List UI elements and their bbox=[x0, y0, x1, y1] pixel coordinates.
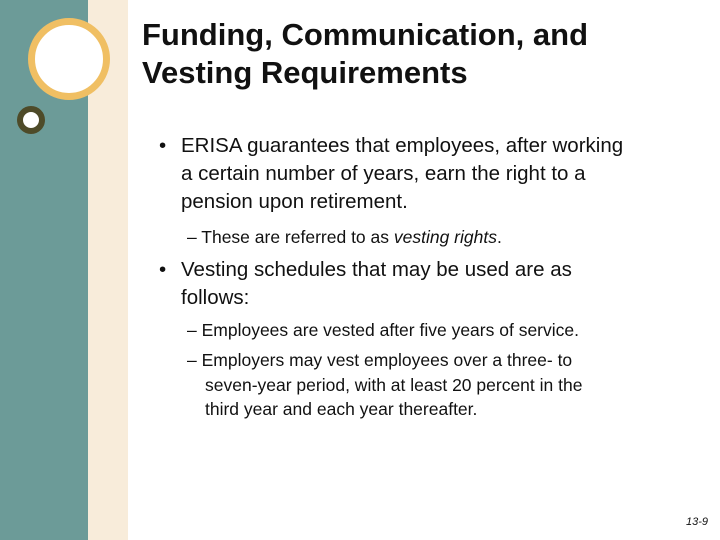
sub-bullet-period: . bbox=[496, 227, 502, 247]
sub-bullet-three-to-seven bbox=[187, 348, 582, 422]
bullet-marker: • bbox=[159, 134, 167, 157]
vesting-rights-term: vesting rights bbox=[393, 227, 497, 247]
page-number: 13-9 bbox=[685, 516, 708, 528]
sub-bullet-three-to-seven-line-2: seven-year period, with at least 20 percent in the bbox=[205, 374, 583, 395]
sub-bullet-five-years bbox=[187, 318, 579, 343]
slide-title bbox=[142, 16, 702, 92]
bullet-vesting-schedules bbox=[159, 256, 572, 312]
bullet-erisa-line-2: a certain number of years, earn the right to a bbox=[181, 162, 586, 185]
large-ring-decoration-icon bbox=[28, 18, 110, 100]
sub-bullet-text: These are referred to as bbox=[196, 227, 394, 247]
bullet-marker: • bbox=[159, 258, 167, 281]
small-ring-decoration-icon bbox=[17, 106, 45, 134]
sub-bullet-three-to-seven-line-1: – Employers may vest employees over a three- to bbox=[187, 350, 573, 370]
bullet-erisa-line-3: pension upon retirement. bbox=[181, 190, 408, 213]
sub-bullet-five-years-line-1: – Employees are vested after five years of service. bbox=[187, 320, 579, 340]
slide-title-line-1: Funding, Communication, and bbox=[142, 17, 589, 52]
bullet-erisa-line-1: ERISA guarantees that employees, after working bbox=[181, 134, 624, 157]
bullet-vesting-line-2: follows: bbox=[181, 286, 250, 309]
sub-bullet-vesting-rights bbox=[187, 225, 502, 250]
slide-title-line-2: Vesting Requirements bbox=[142, 55, 468, 90]
bullet-erisa bbox=[159, 132, 624, 216]
sub-bullet-dash: – bbox=[187, 227, 197, 247]
sub-bullet-three-to-seven-line-3: third year and each year thereafter. bbox=[205, 399, 478, 419]
bullet-vesting-line-1: Vesting schedules that may be used are as bbox=[181, 258, 572, 281]
